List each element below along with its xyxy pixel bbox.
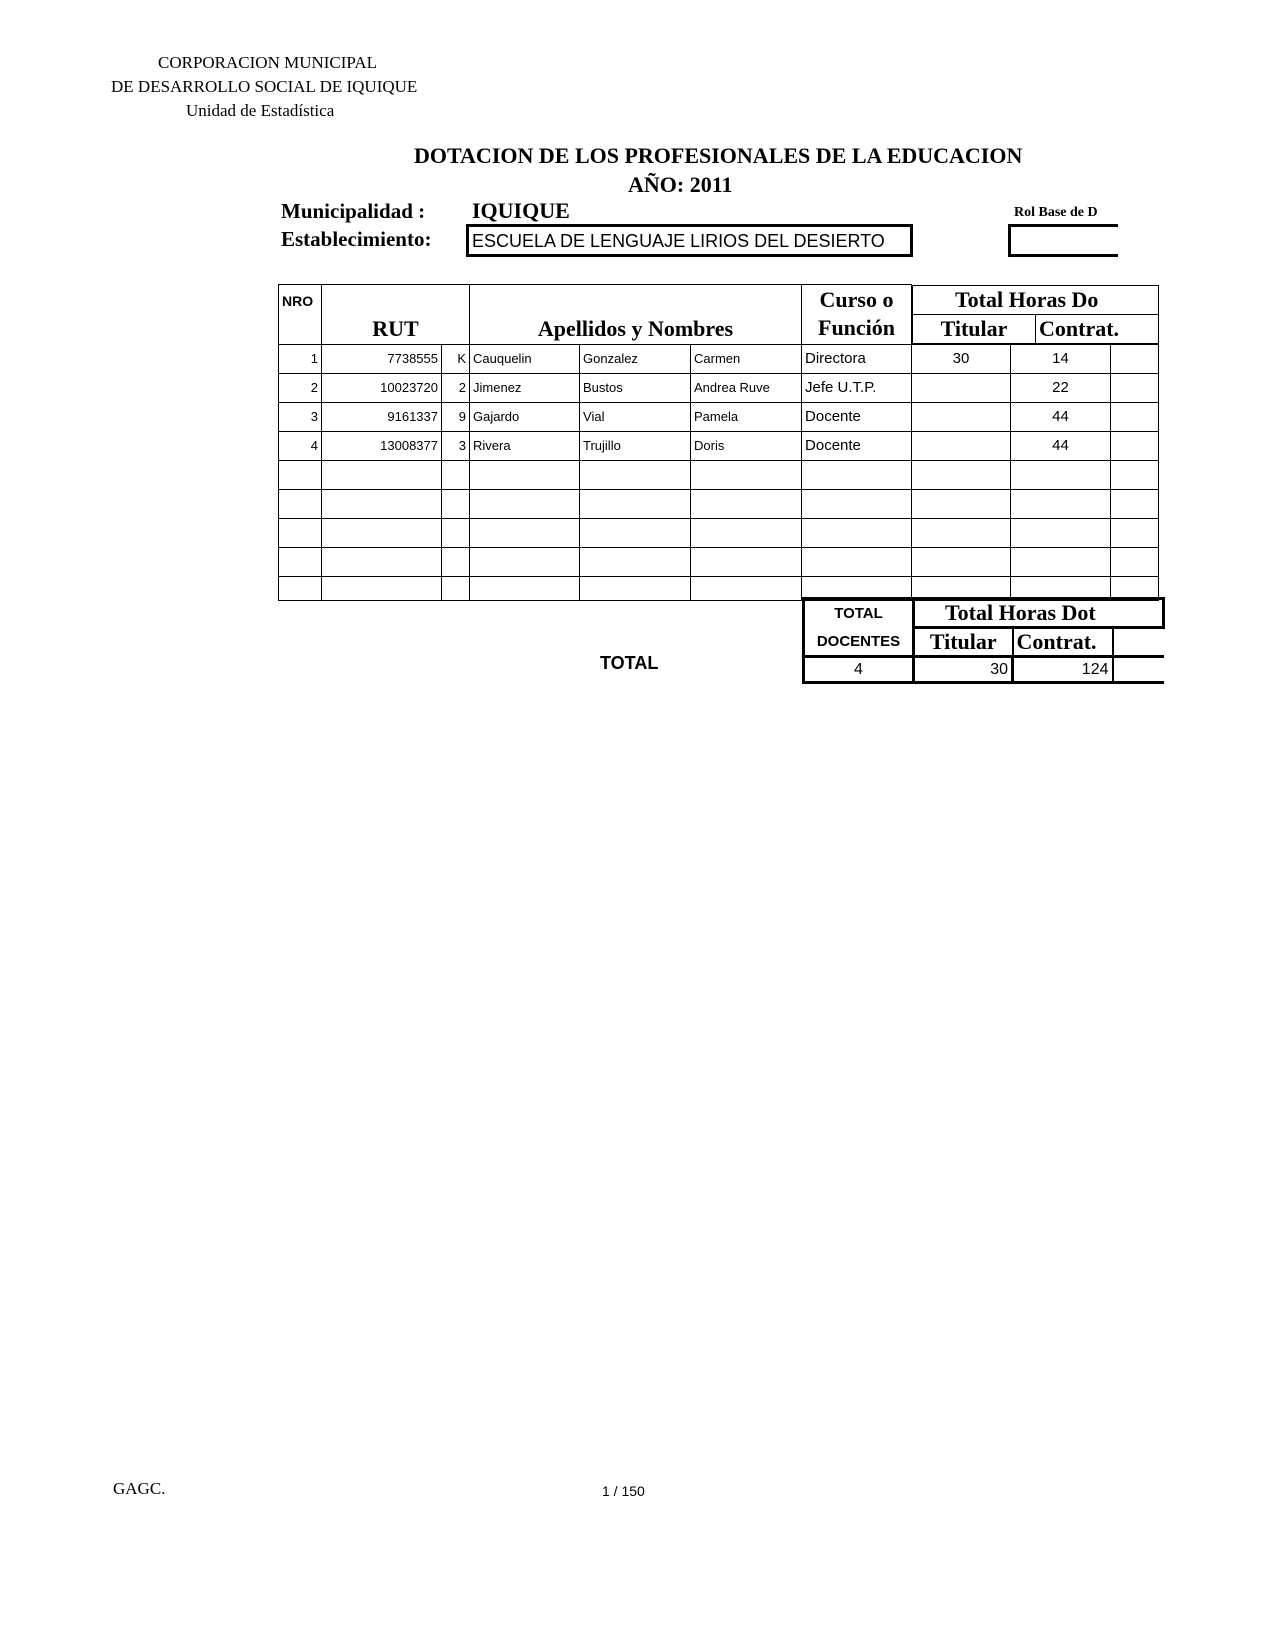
totals-horas-label: Total Horas Dot [914, 599, 1164, 628]
footer-initials: GAGC. [113, 1479, 166, 1498]
cell-overflow [1111, 431, 1159, 460]
rol-label: Rol Base de D [1014, 205, 1098, 220]
org-line-1: CORPORACION MUNICIPAL [158, 53, 377, 72]
cell-rut: 13008377 [322, 431, 442, 460]
cell-apellido2: Gonzalez [580, 344, 691, 373]
cell-titular [912, 402, 1011, 431]
document-title: DOTACION DE LOS PROFESIONALES DE LA EDUCACION [414, 143, 1023, 168]
cell-rut: 10023720 [322, 373, 442, 402]
totals-docentes-label-1: TOTAL [804, 599, 914, 628]
cell-nro: 3 [279, 402, 322, 431]
cell-dv [442, 576, 470, 600]
table-row [279, 402, 1159, 431]
establishment-box [466, 224, 913, 257]
totals-docentes-value: 4 [804, 657, 914, 683]
cell-nombre [691, 547, 802, 576]
totals-titular-label: Titular [914, 628, 1013, 657]
cell-nombre [691, 518, 802, 547]
cell-dv: 3 [442, 431, 470, 460]
org-line-3: Unidad de Estadística [186, 101, 335, 120]
cell-funcion [802, 518, 912, 547]
cell-overflow [1111, 547, 1159, 576]
totals-docentes-label-2: DOCENTES [804, 628, 914, 657]
cell-rut: 7738555 [322, 344, 442, 373]
cell-nro [279, 518, 322, 547]
cell-dv: K [442, 344, 470, 373]
cell-nro [279, 489, 322, 518]
cell-rut [322, 576, 442, 600]
cell-funcion [802, 489, 912, 518]
cell-overflow [1111, 344, 1159, 373]
cell-nro: 1 [279, 344, 322, 373]
cell-funcion: Directora [802, 344, 912, 373]
header-curso-line1: Curso o [819, 287, 894, 313]
cell-funcion: Docente [802, 431, 912, 460]
cell-contrat: 14 [1011, 344, 1111, 373]
header-total-horas-label: Total Horas Do [913, 285, 1159, 314]
cell-rut [322, 547, 442, 576]
page-number: 1 / 150 [602, 1483, 645, 1499]
cell-apellido2 [580, 460, 691, 489]
municipality-value: IQUIQUE [472, 198, 570, 223]
cell-overflow [1111, 402, 1159, 431]
cell-dv [442, 547, 470, 576]
cell-overflow [1111, 518, 1159, 547]
cell-contrat [1011, 460, 1111, 489]
cell-nro [279, 547, 322, 576]
header-curso [802, 285, 912, 345]
cell-apellido2: Bustos [580, 373, 691, 402]
cell-apellido1: Jimenez [470, 373, 580, 402]
totals-contrat-label: Contrat. [1013, 628, 1113, 657]
cell-apellido2 [580, 576, 691, 600]
header-curso-line2: Función [818, 315, 896, 341]
cell-nombre: Carmen [691, 344, 802, 373]
header-nro: NRO [279, 285, 322, 345]
cell-nro [279, 460, 322, 489]
cell-nombre: Pamela [691, 402, 802, 431]
cell-nombre [691, 489, 802, 518]
header-rut: RUT [322, 285, 470, 345]
cell-titular [912, 518, 1011, 547]
cell-contrat [1011, 489, 1111, 518]
cell-apellido1 [470, 576, 580, 600]
municipality-label: Municipalidad : [281, 199, 426, 223]
cell-overflow [1111, 373, 1159, 402]
cell-funcion: Jefe U.T.P. [802, 373, 912, 402]
table-row [279, 344, 1159, 373]
totals-contrat-value: 124 [1013, 657, 1113, 683]
cell-contrat: 44 [1011, 431, 1111, 460]
cell-apellido1 [470, 518, 580, 547]
cell-titular [912, 460, 1011, 489]
cell-overflow [1111, 489, 1159, 518]
cell-apellido2 [580, 547, 691, 576]
cell-titular [912, 373, 1011, 402]
cell-dv: 9 [442, 402, 470, 431]
cell-nro: 4 [279, 431, 322, 460]
cell-apellido2 [580, 489, 691, 518]
establishment-value: ESCUELA DE LENGUAJE LIRIOS DEL DESIERTO [472, 231, 885, 251]
table-row [279, 518, 1159, 547]
cell-dv [442, 460, 470, 489]
cell-nombre: Andrea Ruve [691, 373, 802, 402]
header-titular: Titular [913, 314, 1036, 343]
header-contrat: Contrat. [1036, 314, 1159, 343]
cell-overflow [1111, 460, 1159, 489]
cell-rut: 9161337 [322, 402, 442, 431]
table-row [279, 373, 1159, 402]
total-label: TOTAL [600, 653, 659, 673]
rol-box [1008, 224, 1118, 257]
org-line-2: DE DESARROLLO SOCIAL DE IQUIQUE [111, 77, 418, 96]
table-row [279, 489, 1159, 518]
cell-apellido2: Trujillo [580, 431, 691, 460]
cell-apellido1 [470, 460, 580, 489]
cell-nombre [691, 460, 802, 489]
cell-rut [322, 489, 442, 518]
cell-apellido2: Vial [580, 402, 691, 431]
cell-titular [912, 431, 1011, 460]
cell-contrat [1011, 547, 1111, 576]
cell-titular [912, 547, 1011, 576]
year-line: AÑO: 2011 [628, 172, 733, 197]
totals-titular-value: 30 [914, 657, 1013, 683]
cell-dv [442, 518, 470, 547]
table-row [279, 460, 1159, 489]
cell-contrat [1011, 518, 1111, 547]
cell-funcion [802, 460, 912, 489]
cell-nro: 2 [279, 373, 322, 402]
establishment-label: Establecimiento: [281, 227, 432, 251]
table-row [279, 431, 1159, 460]
totals-block [802, 597, 1109, 687]
cell-apellido2 [580, 518, 691, 547]
cell-apellido1: Gajardo [470, 402, 580, 431]
cell-apellido1: Cauquelin [470, 344, 580, 373]
cell-apellido1: Rivera [470, 431, 580, 460]
cell-titular [912, 489, 1011, 518]
cell-nro [279, 576, 322, 600]
cell-contrat: 44 [1011, 402, 1111, 431]
cell-contrat: 22 [1011, 373, 1111, 402]
cell-dv [442, 489, 470, 518]
header-names: Apellidos y Nombres [470, 285, 802, 345]
cell-rut [322, 460, 442, 489]
cell-dv: 2 [442, 373, 470, 402]
cell-apellido1 [470, 489, 580, 518]
cell-funcion: Docente [802, 402, 912, 431]
cell-rut [322, 518, 442, 547]
cell-apellido1 [470, 547, 580, 576]
cell-nombre: Doris [691, 431, 802, 460]
cell-titular: 30 [912, 344, 1011, 373]
header-total-horas [912, 285, 1159, 345]
cell-funcion [802, 547, 912, 576]
cell-nombre [691, 576, 802, 600]
table-row [279, 547, 1159, 576]
